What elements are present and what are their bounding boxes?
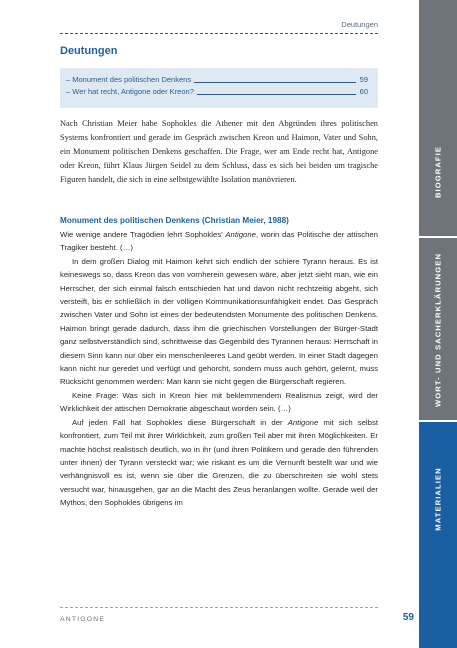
- work-title: Antigone: [225, 230, 256, 239]
- chapter-title: Deutungen: [60, 45, 118, 57]
- chapter-contents-box: [60, 68, 378, 108]
- tab-biografie-label: BIOGRAFIE: [433, 145, 443, 199]
- running-head-divider: [60, 33, 378, 34]
- footer-divider: [60, 607, 378, 608]
- section-body: [60, 228, 378, 510]
- toc-entry-label: – Monument des politischen Denkens: [66, 75, 194, 84]
- toc-entry-page: 59: [356, 74, 368, 86]
- tab-materialien[interactable]: [419, 422, 457, 648]
- body-paragraph: Wie wenige andere Tragödien lehrt Sophokles' Antigone, worin das Politische der attischen Tragiker besteht. (…): [60, 230, 378, 253]
- toc-entry-wer-hat-recht[interactable]: [66, 86, 368, 98]
- footer-book-title: ANTIGONE: [60, 616, 106, 623]
- body-paragraph: Keine Frage: Was sich in Kreon hier mit beklemmendem Realismus zeigt, wird der Wirklichkeit der attischen Demokratie abgeschaut worden sein. (…): [60, 390, 378, 414]
- toc-entry-monument[interactable]: [66, 74, 368, 86]
- page-number: 59: [402, 612, 414, 623]
- tab-materialien-label: MATERIALIEN: [433, 467, 443, 531]
- tab-wort-label: WORT- UND SACHERKLÄRUNGEN: [433, 252, 443, 408]
- body-paragraph: In dem großen Dialog mit Haimon kehrt sich endlich der schiere Tyrann heraus. Es ist keineswegs so, dass Kreon das von vornherein gewesen wäre, aber jetzt sieht man, wie ein Herrscher, der sich einmal falsch entschieden hat und davon nicht rechtzeitig abgeht, sich versteift, bis er schließlich in der völligen Kommunikationsunfähigkeit endet. Das Gespräch zwischen Vater und Sohn ist eines der bedeutendsten Monumente des politischen Denkens. Haimon bringt gerade dadurch, dass ihm die griechischen Vorstellungen der Bürger-Stadt ganz selbstverständlich sind, schrittweise das Gegenbild des Tyrannen heraus: Herrschaft in diesem Sinn kann nur über ein menschenleeres Land geübt werden. In einer Stadt dagegen kann nicht nur geredet und verfügt und gehorcht, sondern muss auch gehört, gelernt, muss Rücksicht genommen werden: Man kann sie nicht gegen die Bürgerschaft regieren.: [60, 256, 378, 387]
- tab-biografie[interactable]: [419, 0, 457, 238]
- section-tab-bar: [419, 0, 457, 648]
- tab-wort-und-sacherklaerungen[interactable]: [419, 238, 457, 422]
- body-paragraph: Auf jeden Fall hat Sophokles diese Bürgerschaft in der Antigone mit sich selbst konfrontiert, zum Teil mit ihrer Wirklichkeit, zum großen Teil aber mit ihren Möglichkeiten. Er machte höchst realistisch deutlich, wo in ihr (und ihren Politikern und gerade den führenden unter ihnen) der Tyrann versteckt war; wie riskant es um die Vernunft bestellt war und wie verhängnisvoll es ist, wenn sie über die Grenzen, die zu überschreiten sie wohl stets versucht war, hinausgehen, gar an die Macht des Zeus heranlangen wollte. Gerade weil der Mythos, den Sophokles übrigens im: [60, 417, 378, 508]
- chapter-intro: Nach Christian Meier habe Sophokles die Athener mit den Abgründen ihres politischen Systems konfrontiert und gerade im Gespräch zwischen Kreon und Haimon, Vater und Sohn, ein Monument politischen Denkens geschaffen. Die Frage, wer am Ende recht hat, Antigone oder Kreon, führt Klaus Jürgen Seidel zu dem Schluss, dass es sich bei beiden um tragische Figuren handelt, die sich in eine selbstgewählte Isolation manövrieren.: [60, 119, 378, 184]
- work-title: Antigone: [287, 417, 319, 427]
- running-head: Deutungen: [341, 20, 378, 29]
- toc-entry-page: 60: [356, 86, 368, 98]
- section-heading: Monument des politischen Denkens (Christian Meier, 1988): [60, 216, 289, 225]
- toc-entry-label: – Wer hat recht, Antigone oder Kreon?: [66, 87, 197, 96]
